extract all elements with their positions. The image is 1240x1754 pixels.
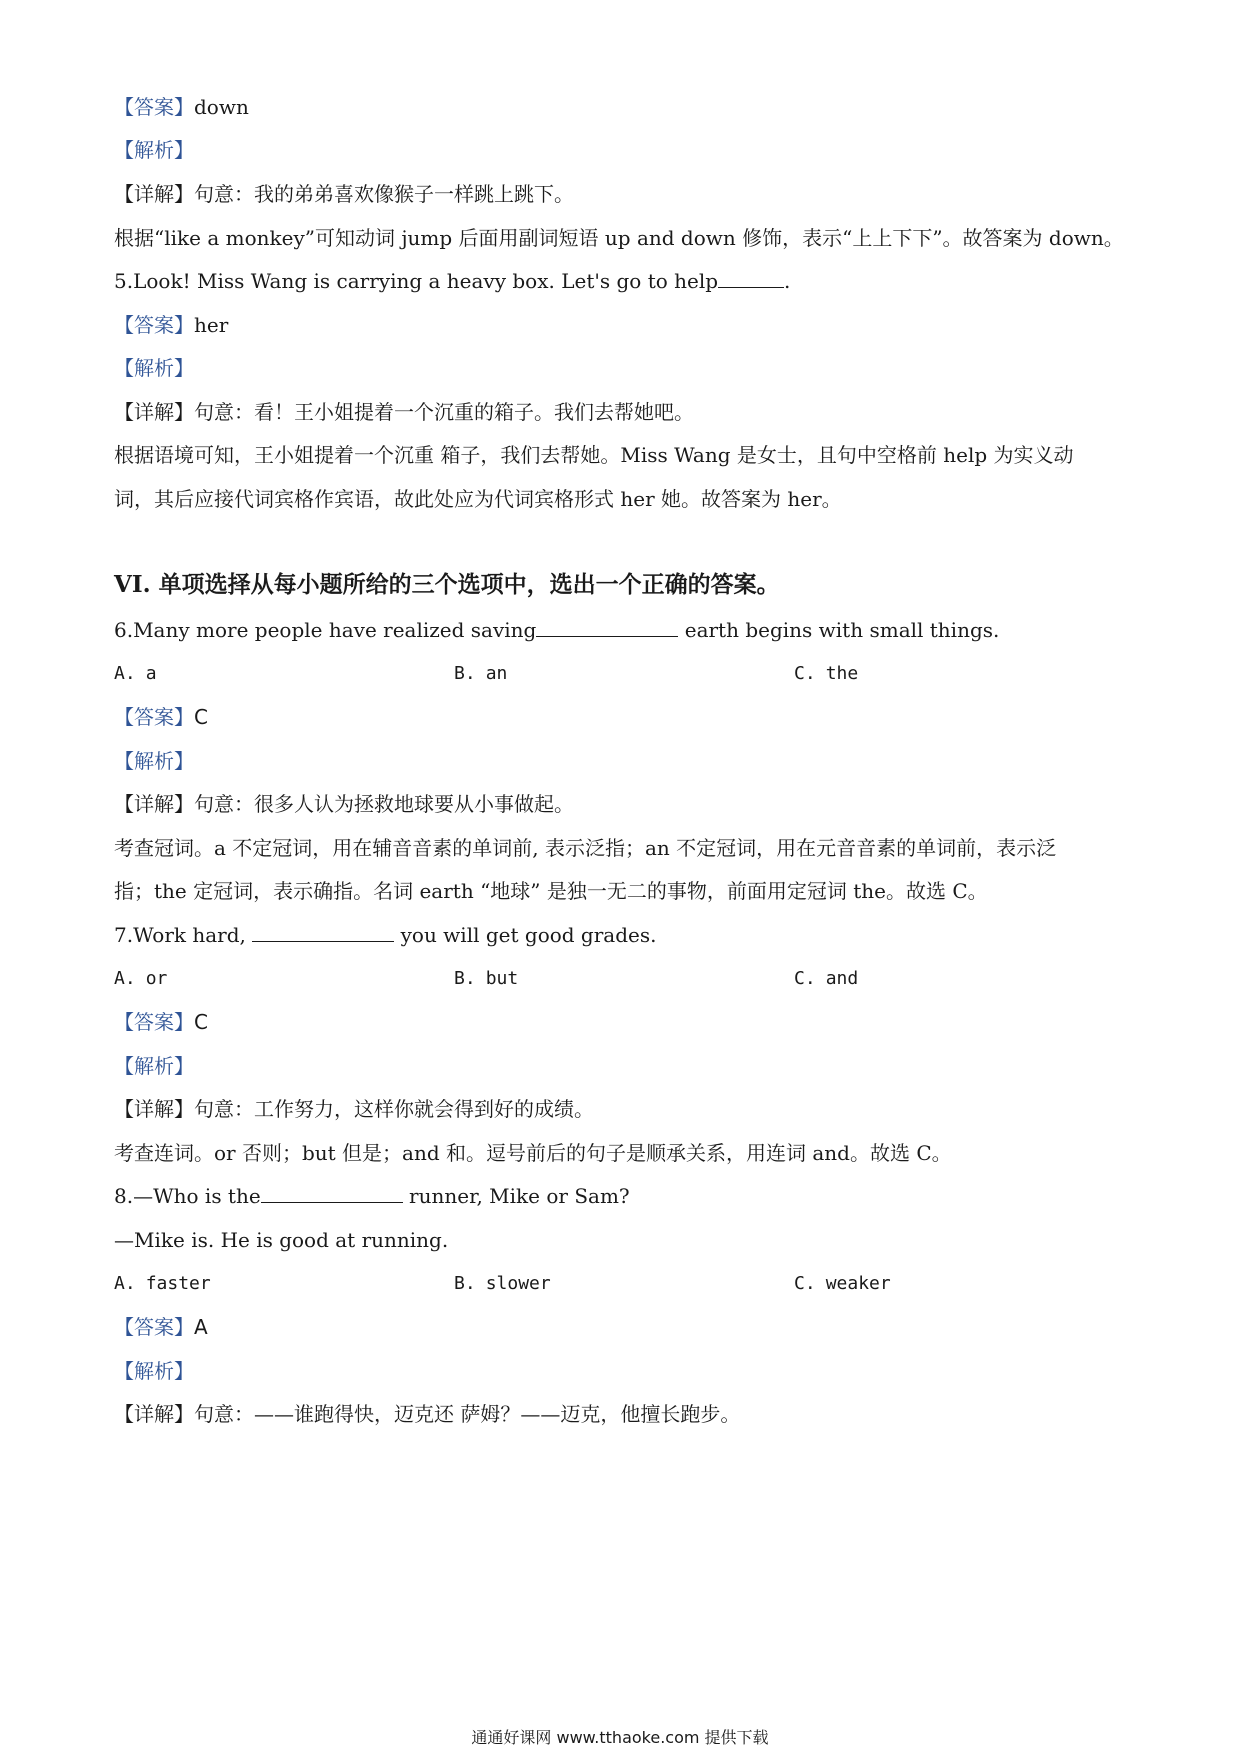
option-letter: B. xyxy=(454,1273,476,1294)
q5-detail-line xyxy=(114,398,694,426)
q8-stem-end: runner, Mike or Sam? xyxy=(402,1184,630,1208)
q7-analysis-line xyxy=(114,1052,194,1080)
q4-explanation-text: 根据“like a monkey”可知动词 jump 后面用副词短语 up and down 修饰，表示“上上下下”。故答案为 down。 xyxy=(114,226,1124,250)
q5-detail-text: 句意：看！王小姐提着一个沉重的箱子。我们去帮她吧。 xyxy=(194,400,694,424)
answer-tag: 【答案】 xyxy=(114,705,194,729)
q7-answer-line xyxy=(114,1008,208,1036)
q6-explanation-text-2: 指；the 定冠词，表示确指。名词 earth “地球” 是独一无二的事物，前面用定冠词 the。故选 C。 xyxy=(114,879,988,903)
q8-option-a xyxy=(114,1270,211,1298)
option-text: an xyxy=(485,663,508,684)
q6-option-a xyxy=(114,660,157,688)
q4-analysis-line xyxy=(114,136,194,164)
detail-tag: 【详解】 xyxy=(114,182,194,206)
q6-option-c xyxy=(794,660,858,688)
q7-detail-text: 句意：工作努力，这样你就会得到好的成绩。 xyxy=(194,1097,594,1121)
q5-stem-end: . xyxy=(784,269,791,293)
analysis-tag: 【解析】 xyxy=(114,138,194,162)
q6-option-b xyxy=(454,660,507,688)
q4-answer-line xyxy=(114,93,249,121)
option-text: weaker xyxy=(825,1273,891,1294)
section-heading xyxy=(114,571,780,599)
q8-blank xyxy=(261,1182,403,1203)
section-heading-text: VI. 单项选择从每小题所给的三个选项中，选出一个正确的答案。 xyxy=(114,571,780,598)
q7-detail-line xyxy=(114,1095,594,1123)
q7-answer-value: C xyxy=(194,1010,208,1034)
q8-stem xyxy=(114,1182,630,1210)
q7-option-b xyxy=(454,965,518,993)
q6-analysis-line xyxy=(114,747,194,775)
q6-stem-end: earth begins with small things. xyxy=(678,618,1000,642)
detail-tag: 【详解】 xyxy=(114,400,194,424)
q6-stem xyxy=(114,616,999,644)
answer-tag: 【答案】 xyxy=(114,313,194,337)
q4-detail-text: 句意：我的弟弟喜欢像猴子一样跳上跳下。 xyxy=(194,182,574,206)
option-letter: A. xyxy=(114,1273,136,1294)
q8-detail-line xyxy=(114,1400,740,1428)
option-text: slower xyxy=(485,1273,551,1294)
q8-reply-text: —Mike is. He is good at running. xyxy=(114,1228,449,1252)
q8-stem-text: 8.—Who is the xyxy=(114,1184,261,1208)
q6-explanation-2 xyxy=(114,877,988,905)
q6-detail-text: 句意：很多人认为拯救地球要从小事做起。 xyxy=(194,792,574,816)
q7-explanation xyxy=(114,1139,952,1167)
option-letter: A. xyxy=(114,968,136,989)
q4-detail-line xyxy=(114,180,574,208)
q6-explanation-text-1: 考查冠词。a 不定冠词，用在辅音音素的单词前, 表示泛指；an 不定冠词，用在元音音素的单词前，表示泛 xyxy=(114,836,1057,860)
q5-explanation-text-2: 词，其后应接代词宾格作宾语，故此处应为代词宾格形式 her 她。故答案为 her。 xyxy=(114,487,842,511)
q6-detail-line xyxy=(114,790,574,818)
detail-tag: 【详解】 xyxy=(114,792,194,816)
q6-answer-value: C xyxy=(194,705,208,729)
q8-option-b xyxy=(454,1270,551,1298)
option-letter: C. xyxy=(794,663,816,684)
q5-stem xyxy=(114,267,790,295)
option-text: the xyxy=(825,663,859,684)
q8-reply xyxy=(114,1226,448,1254)
option-letter: B. xyxy=(454,663,476,684)
option-text: and xyxy=(825,968,859,989)
footer-text: 通通好课网 www.tthaoke.com 提供下载 xyxy=(471,1728,769,1747)
q7-blank xyxy=(252,921,394,942)
q4-explanation xyxy=(114,224,1124,252)
option-text: faster xyxy=(145,1273,211,1294)
q5-stem-text: 5.Look! Miss Wang is carrying a heavy box. Let's go to help xyxy=(114,269,719,293)
analysis-tag: 【解析】 xyxy=(114,1054,194,1078)
detail-tag: 【详解】 xyxy=(114,1097,194,1121)
q6-blank xyxy=(536,616,678,637)
q7-stem-text: 7.Work hard, xyxy=(114,923,253,947)
analysis-tag: 【解析】 xyxy=(114,749,194,773)
option-letter: C. xyxy=(794,1273,816,1294)
q8-answer-line xyxy=(114,1313,208,1341)
option-text: a xyxy=(145,663,157,684)
page-footer xyxy=(0,1728,1240,1748)
q5-explanation-text-1: 根据语境可知，王小姐提着一个沉重 箱子，我们去帮她。Miss Wang 是女士，且句中空格前 help 为实义动 xyxy=(114,443,1074,467)
option-text: or xyxy=(145,968,168,989)
answer-tag: 【答案】 xyxy=(114,95,194,119)
q7-option-c xyxy=(794,965,858,993)
answer-tag: 【答案】 xyxy=(114,1315,194,1339)
q5-explanation-2 xyxy=(114,485,842,513)
q7-stem xyxy=(114,921,656,949)
q6-stem-text: 6.Many more people have realized saving xyxy=(114,618,537,642)
option-text: but xyxy=(485,968,519,989)
analysis-tag: 【解析】 xyxy=(114,356,194,380)
option-letter: B. xyxy=(454,968,476,989)
q8-analysis-line xyxy=(114,1357,194,1385)
q5-blank xyxy=(718,267,784,288)
answer-tag: 【答案】 xyxy=(114,1010,194,1034)
q8-detail-text: 句意：——谁跑得快，迈克还 萨姆？——迈克，他擅长跑步。 xyxy=(194,1402,741,1426)
q5-answer-value: her xyxy=(194,313,229,337)
q7-stem-end: you will get good grades. xyxy=(394,923,657,947)
q8-option-c xyxy=(794,1270,891,1298)
detail-tag: 【详解】 xyxy=(114,1402,194,1426)
analysis-tag: 【解析】 xyxy=(114,1359,194,1383)
q5-explanation-1 xyxy=(114,441,1074,469)
option-letter: A. xyxy=(114,663,136,684)
q7-option-a xyxy=(114,965,167,993)
q6-answer-line xyxy=(114,703,208,731)
q4-answer-value: down xyxy=(194,95,249,119)
q5-answer-line xyxy=(114,311,228,339)
q6-explanation-1 xyxy=(114,834,1056,862)
q5-analysis-line xyxy=(114,354,194,382)
option-letter: C. xyxy=(794,968,816,989)
q8-answer-value: A xyxy=(194,1315,208,1339)
q7-explanation-text: 考查连词。or 否则；but 但是；and 和。逗号前后的句子是顺承关系，用连词 and。故选 C。 xyxy=(114,1141,952,1165)
